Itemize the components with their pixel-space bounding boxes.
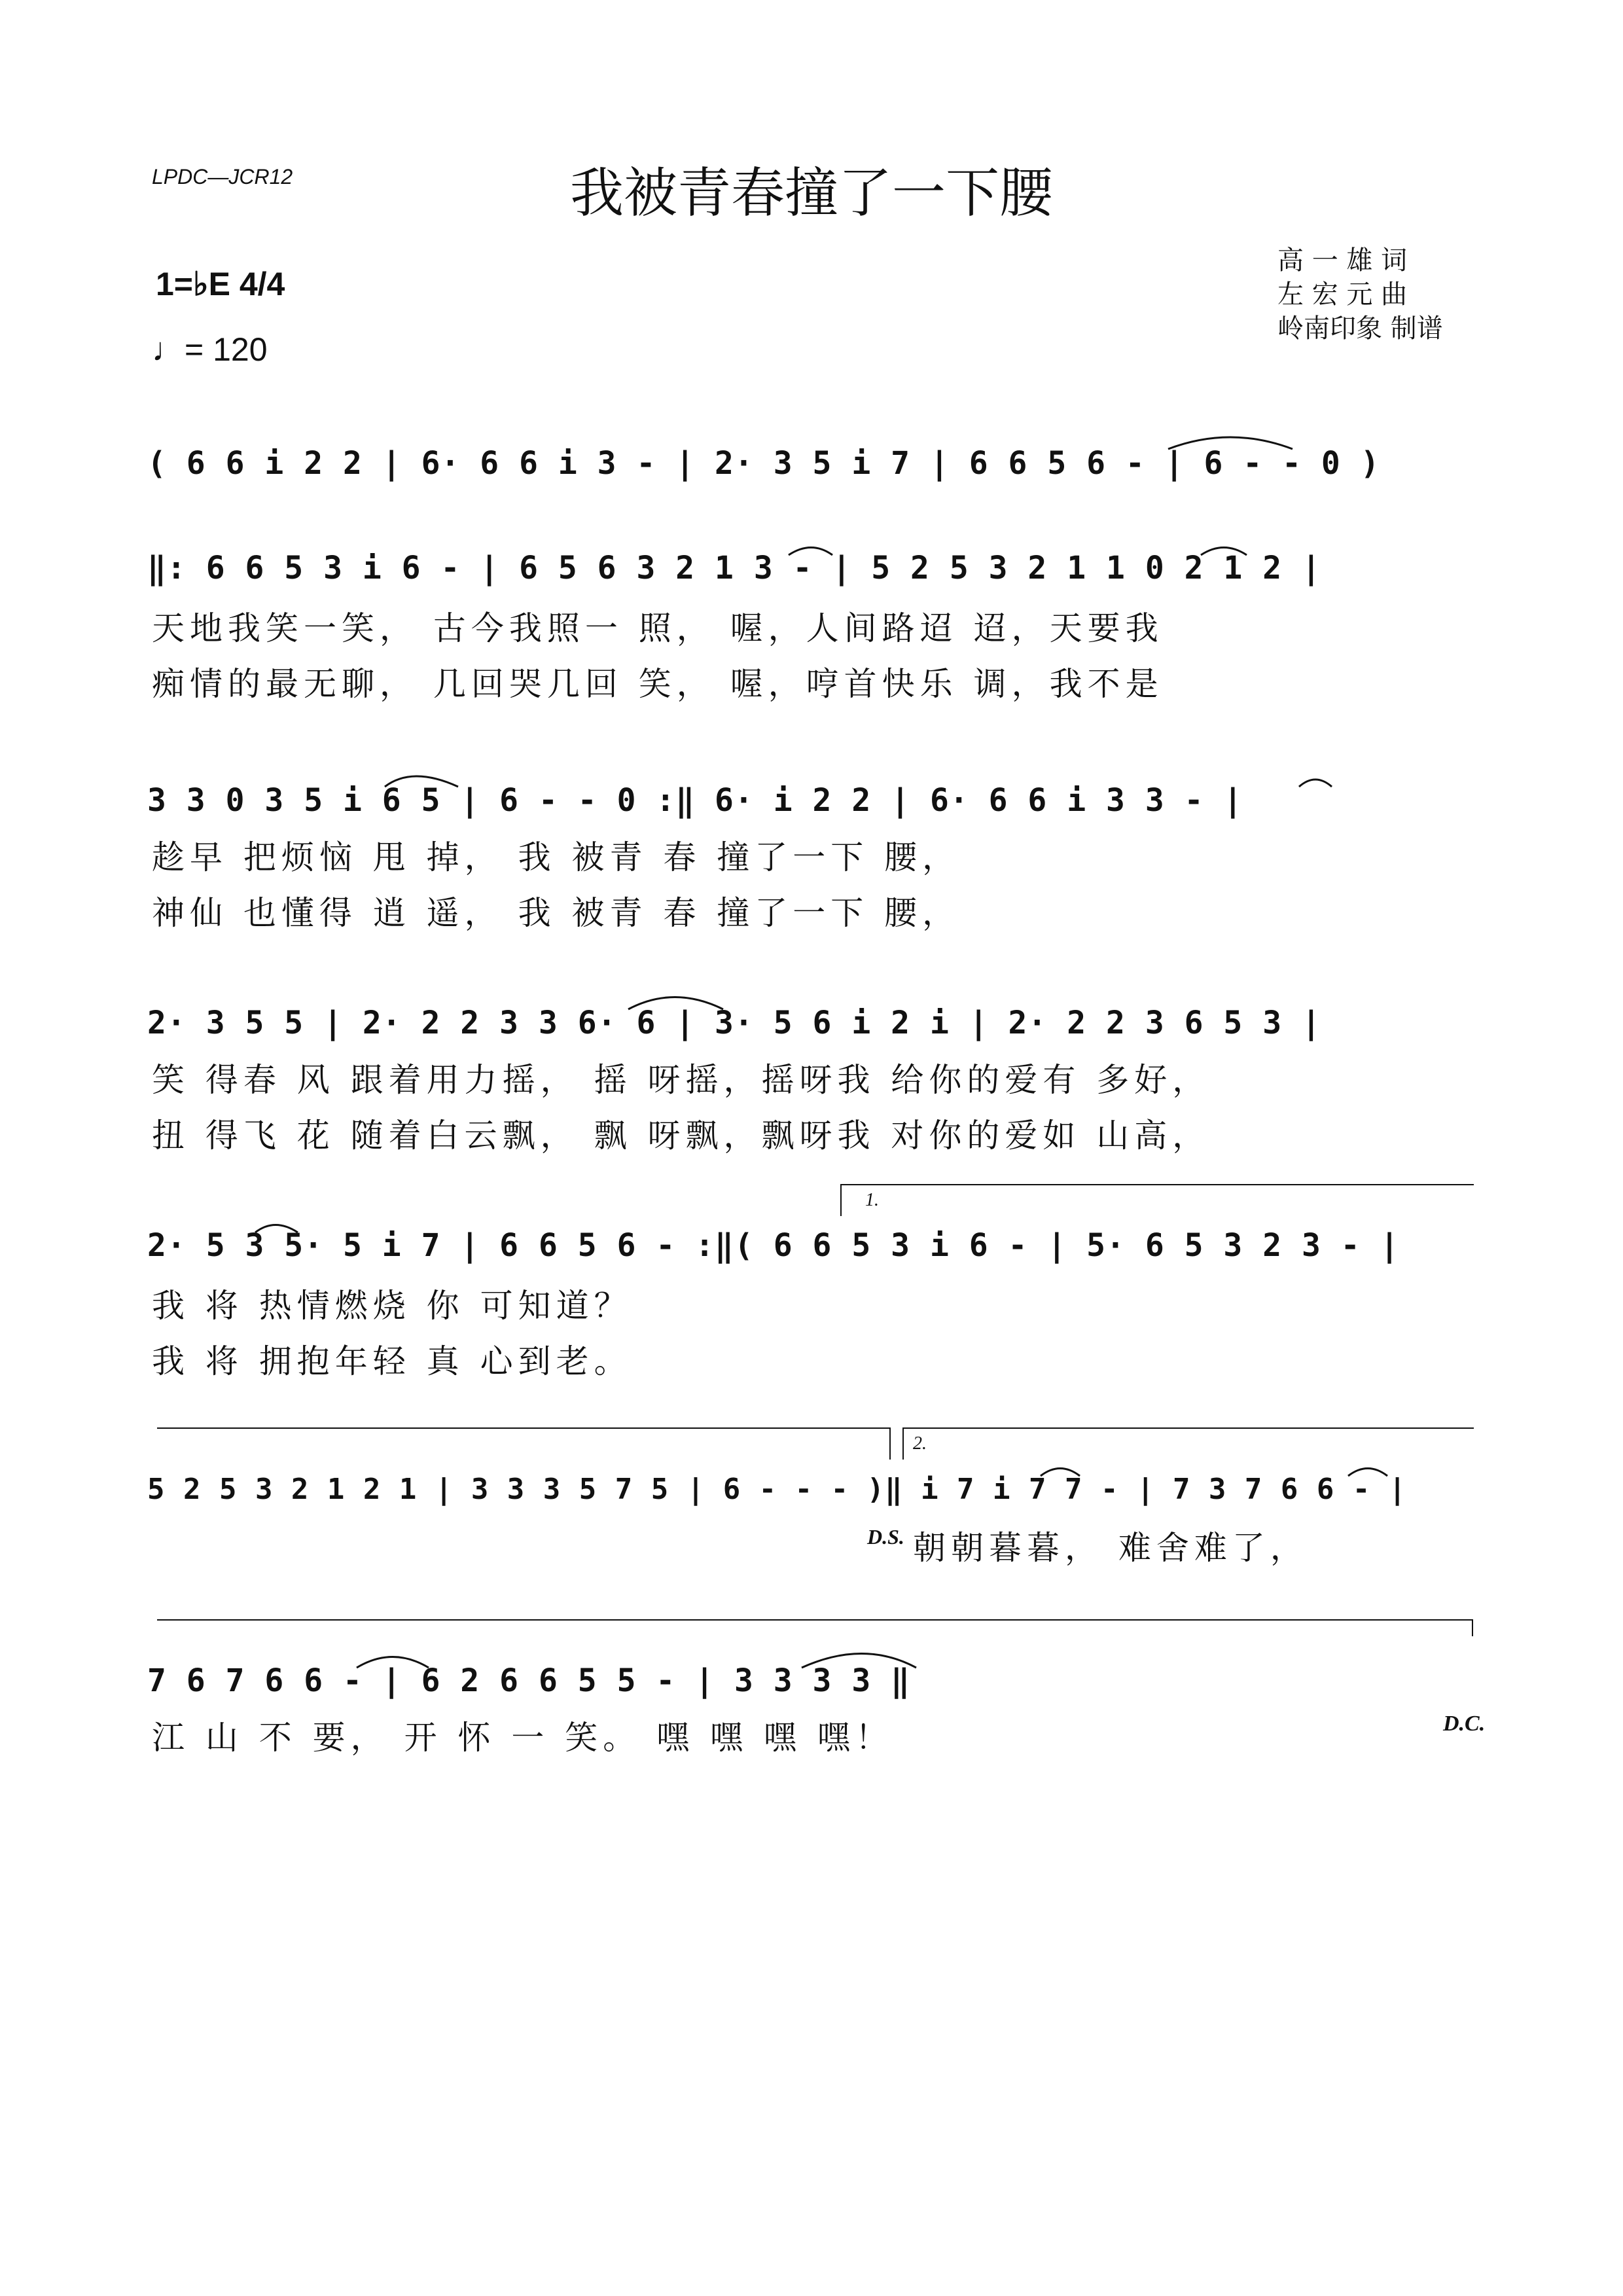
slur-5a (1041, 1469, 1080, 1477)
da-capo-mark: D.C. (1443, 1712, 1486, 1736)
verse-line-2-lyric-1: 趁早 把烦恼 甩 掉， 我 被青 春 撞了一下 腰， (152, 838, 961, 876)
verse-line-2-lyric-2: 神仙 也懂得 逍 遥， 我 被青 春 撞了一下 腰， (152, 894, 961, 932)
dal-segno-mark: D.S. (867, 1525, 904, 1549)
tempo-marking: ♩= 120 (152, 331, 268, 368)
volta-2-label: 2. (913, 1433, 927, 1454)
slur-6b (802, 1654, 916, 1668)
volta-2-bracket (903, 1428, 1474, 1460)
slur-1a (789, 548, 832, 556)
volta-1-bracket (841, 1185, 1474, 1216)
score-code: LPDC—JCR12 (152, 165, 293, 188)
verse-line-4-notes: 2· 5 3 5· 5 i 7 | 6 6 5 6 - :‖( 6 6 5 3 i 6 - | 5· 6 5 3 2 3 - | (147, 1227, 1400, 1264)
ending-notes: 7 6 7 6 6 - | 6 2 6 6 5 5 - | 3 3 3 3 ‖ (147, 1662, 911, 1699)
interlude-lyric: 朝朝暮暮， 难舍难了， (913, 1529, 1308, 1567)
verse-line-4-lyric-1: 我 将 热情燃烧 你 可知道？ (152, 1287, 632, 1325)
verse-line-4-lyric-2: 我 将 拥抱年轻 真 心到老。 (152, 1342, 632, 1380)
slur-1b (1201, 548, 1247, 556)
interlude-notes: 5 2 5 3 2 1 2 1 | 3 3 3 5 7 5 | 6 - - - )‖ i 7 i 7 7 - | 7 3 7 6 6 - | (147, 1473, 1407, 1506)
ending-bracket (157, 1620, 1472, 1636)
verse-line-1-lyric-2: 痴情的最无聊， 几回哭几回 笑， 喔，哼首快乐 调，我不是 (152, 665, 1164, 703)
slur-6a (357, 1657, 429, 1668)
transcriber-credit: 岭南印象 制谱 (1277, 314, 1443, 344)
slur-2b (1299, 780, 1332, 787)
verse-line-3-lyric-1: 笑 得春 风 跟着用力摇， 摇 呀摇，摇呀我 给你的爱有 多好， (152, 1061, 1211, 1099)
ending-lyric: 江 山 不 要， 开 怀 一 笑。 嘿 嘿 嘿 嘿！ (152, 1719, 893, 1757)
lyricist-credit: 高 一 雄 词 (1277, 245, 1408, 276)
composer-credit: 左 宏 元 曲 (1277, 279, 1408, 310)
slur-5b (1348, 1469, 1387, 1477)
volta-1-label: 1. (865, 1190, 879, 1210)
song-title: 我被青春撞了一下腰 (569, 162, 1053, 224)
slur-4 (255, 1225, 298, 1233)
slur-2a (385, 776, 458, 787)
verse-line-2-notes: 3 3 0 3 5 i 6 5 | 6 - - 0 :‖ 6· i 2 2 | 6· 6 6 i 3 3 - | (147, 782, 1243, 819)
interlude-bracket (157, 1428, 890, 1460)
slur-3 (628, 997, 723, 1010)
key-signature: 1=♭E 4/4 (156, 266, 285, 302)
slur-intro (1168, 437, 1293, 449)
intro-notes: ( 6 6 i 2 2 | 6· 6 6 i 3 - | 2· 3 5 i 7 | 6 6 5 6 - | 6 - - 0 ) (147, 445, 1380, 482)
verse-line-1-notes: ‖: 6 6 5 3 i 6 - | 6 5 6 3 2 1 3 - | 5 2 5 3 2 1 1 0 2 1 2 | (147, 550, 1321, 586)
verse-line-1-lyric-1: 天地我笑一笑， 古今我照一 照， 喔，人间路迢 迢，天要我 (152, 609, 1164, 647)
verse-line-3-lyric-2: 扭 得飞 花 随着白云飘， 飘 呀飘，飘呀我 对你的爱如 山高， (152, 1117, 1211, 1155)
verse-line-3-notes: 2· 3 5 5 | 2· 2 2 3 3 6· 6 | 3· 5 6 i 2 i | 2· 2 2 3 6 5 3 | (147, 1005, 1321, 1041)
